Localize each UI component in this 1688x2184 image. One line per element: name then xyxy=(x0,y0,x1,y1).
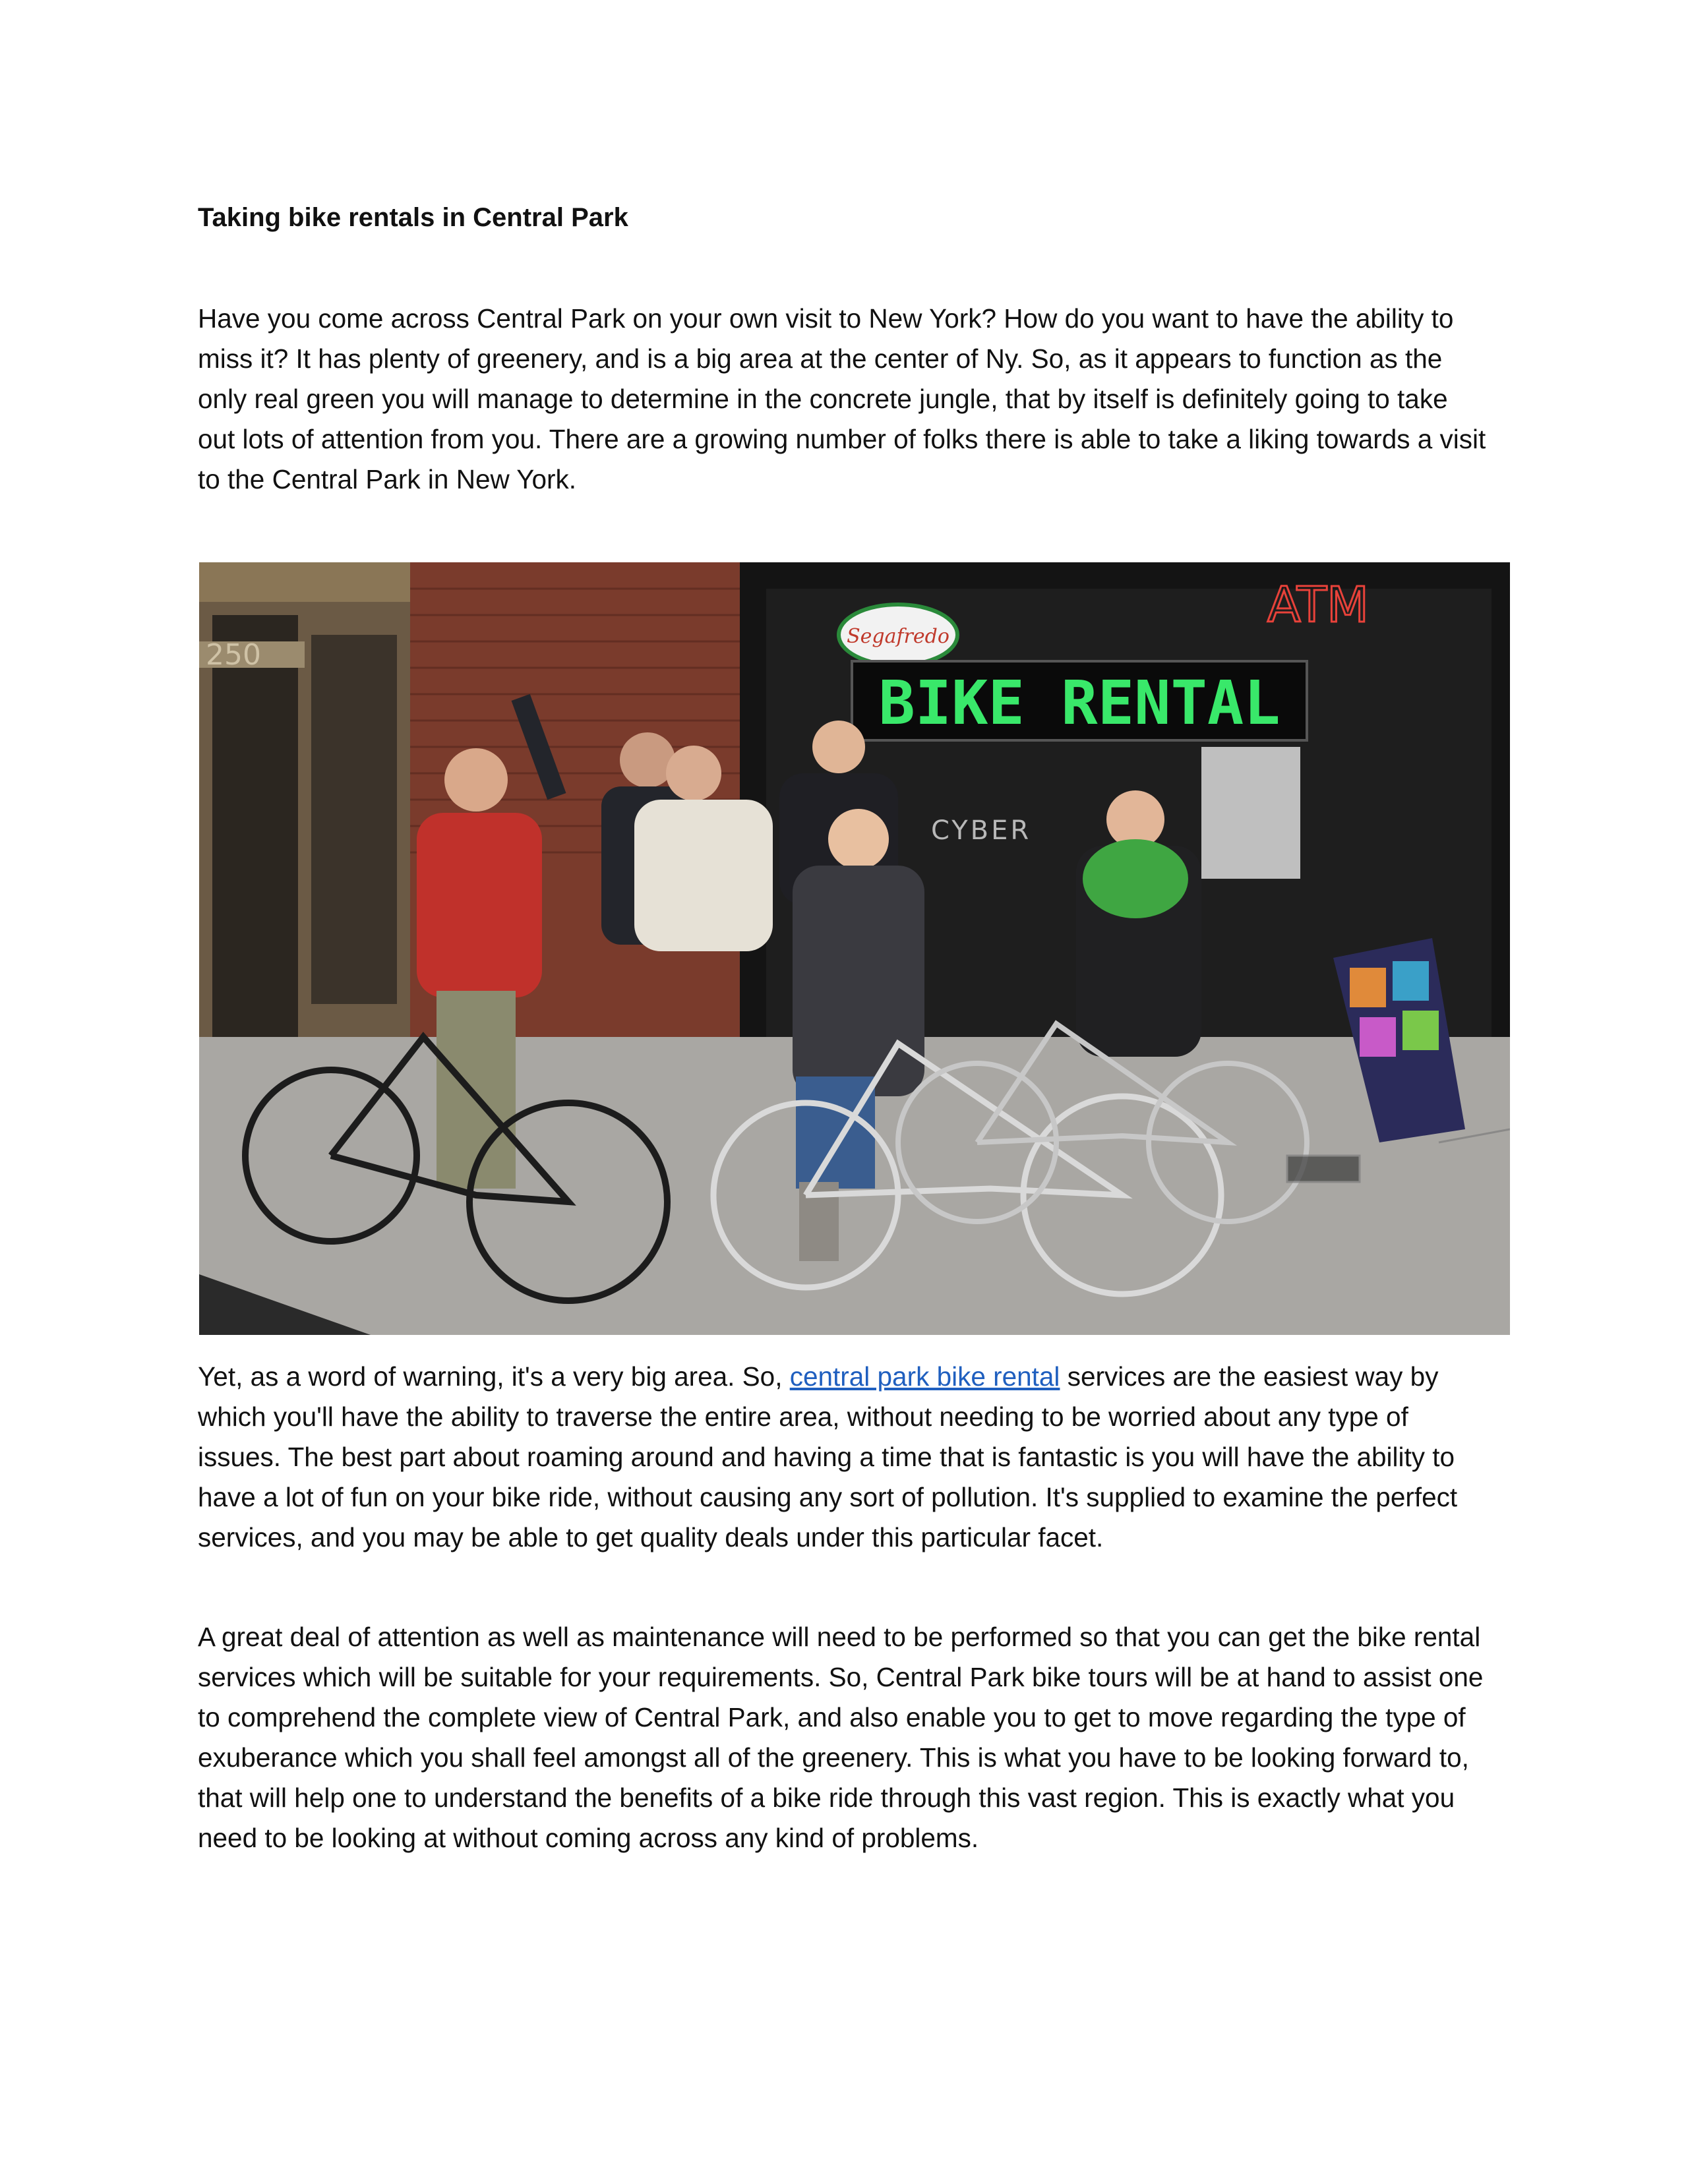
paragraph-warning xyxy=(198,1357,1490,1558)
page-title: Taking bike rentals in Central Park xyxy=(198,203,628,232)
paragraph-intro: Have you come across Central Park on your own visit to New York? How do you want to have the ability to miss it? It has plenty of greenery, and is a big area at the center of Ny. So, as it appears to function as the only real green you will manage to determine in the concrete jungle, that by itself is definitely going to take out lots of attention from you. There are a growing number of folks there is able to take a liking towards a visit to the Central Park in New York. xyxy=(198,303,1486,494)
bike-rental-led-sign: BIKE RENTAL xyxy=(878,668,1281,738)
segafredo-logo: Segafredo xyxy=(847,625,950,648)
atm-sign: ATM xyxy=(1267,577,1369,634)
paragraph-2-text-before-link: Yet, as a word of warning, it's a very big area. So, xyxy=(198,1361,790,1392)
bike-rental-photo xyxy=(199,562,1510,1335)
paragraph-maintenance: A great deal of attention as well as maintenance will need to be performed so that you can get the bike rental services which will be suitable for your requirements. So, Central Park bike tours will be at hand to assist one to comprehend the complete view of Central Park, and also enable you to get to move regarding the type of exuberance which you shall feel amongst all of the greenery. This is what you have to be looking forward to, that will help one to understand the benefits of a bike ride through this vast region. This is exactly what you need to be looking at without coming across any kind of problems. xyxy=(198,1622,1484,1853)
address-number: 250 xyxy=(206,638,261,672)
paragraph-2-text-after-link: services are the easiest way by which you'll have the ability to traverse the entire area, without needing to be worried about any type of issues. The best part about roaming around and having a time that is fantastic is you will have the ability to have a lot of fun on your bike ride, without causing any sort of pollution. It's supplied to examine the perfect services, and you may be able to get quality deals under this particular facet. xyxy=(198,1361,1458,1552)
central-park-bike-rental-link[interactable]: central park bike rental xyxy=(789,1361,1060,1392)
cyber-window-text: CYBER xyxy=(931,815,1032,846)
